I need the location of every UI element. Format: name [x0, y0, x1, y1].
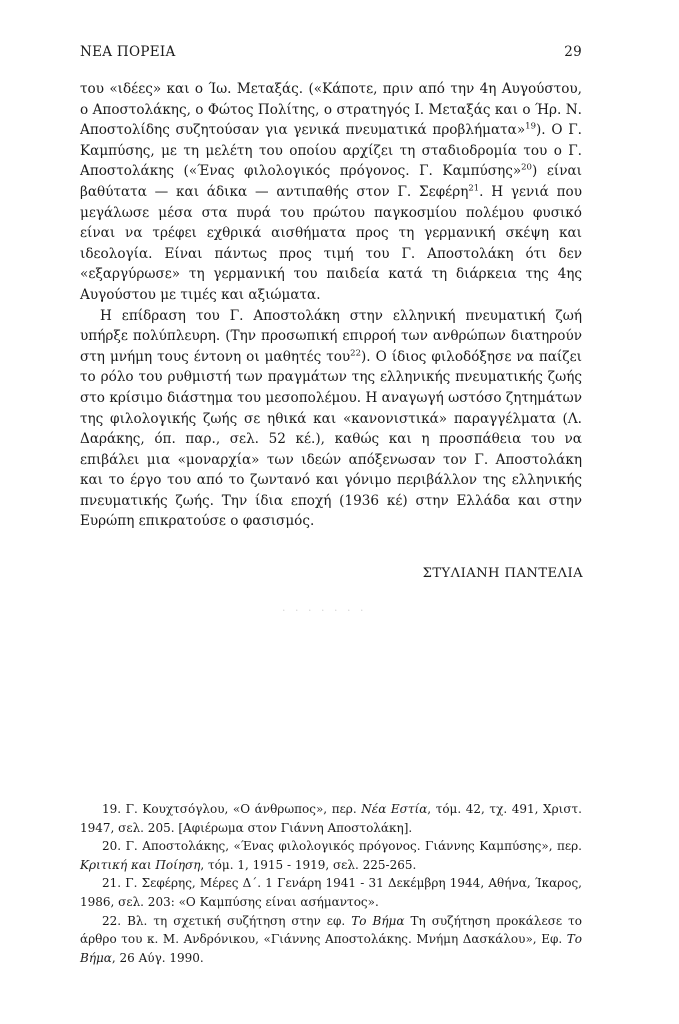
author-signature: ΣΤΥΛΙΑΝΗ ΠΑΝΤΕΛΙΑ [422, 566, 583, 581]
journal-title: ΝΕΑ ΠΟΡΕΙΑ [80, 44, 176, 60]
footnotes [80, 800, 582, 967]
show-through-text: · · · · · · · [282, 604, 367, 617]
article-body [80, 79, 582, 532]
footnote-ref-22[interactable]: 22 [350, 348, 361, 359]
paragraph-2: Η επίδραση του Γ. Αποστολάκη στην ελληνική πνευματική ζωή υπήρξε πολύπλευρη. (Την προσωπική επιρροή των ανθρώπων διατηρούν στη μνήμη τους έντονη οι μαθητές του$^{22}$). Ο ίδιος φιλοδόξησε να παίζει το ρόλο του ρυθμιστή των πραγμάτων της ελληνικής πνευματικής ζωής στο κρίσιμο διάστημα του μεσοπολέμου. Η αναγωγή ωστόσο ζητημάτων της φιλολογικής ζωής σε ηθικά και «κανονιστικά» παραγγέλματα (Λ. Δαράκης, όπ. παρ., σελ. 52 κέ.), καθώς και η προσπάθεια του να επιβάλει μια «μοναρχία» των ιδεών απόξενωσαν τον Γ. Αποστολάκη και το έργο του από το ζωντανό και γόνιμο περιβάλλον της ελληνικής πνευματικής ζωής. Την ίδια εποχή (1936 κέ) στην Ελλάδα και στην Ευρώπη επικρατούσε ο φασισμός. [80, 307, 583, 530]
footnote-22: 22. Βλ. τη σχετική συζήτηση στην εφ. Το Βήμα Τη συζήτηση προκάλεσε το άρθρο του κ. Μ. Ανδρόνικου, «Γιάννης Αποστολάκης. Μνήμη Δασκάλου», Εφ. Το Βήμα, 26 Αύγ. 1990. [80, 913, 583, 965]
footnote-ref-19[interactable]: 19 [525, 121, 536, 132]
footnote-19: 19. Γ. Κουχτσόγλου, «Ο άνθρωπος», περ. Νέα Εστία, τόμ. 42, τχ. 491, Χριστ. 1947, σελ. 205. [Αφιέρωμα στον Γιάννη Αποστολάκη]. [80, 802, 582, 835]
footnote-ref-21[interactable]: 21 [468, 183, 480, 194]
footnote-20: 20. Γ. Αποστολάκης, «Ένας φιλολογικός πρόγονος. Γιάννης Καμπύσης», περ. Κριτική και Ποίηση, τόμ. 1, 1915 - 1919, σελ. 225-265. [80, 839, 582, 872]
paragraph-1: του «ιδέες» και ο Ίω. Μεταξάς. («Κάποτε, πριν από την 4η Αυγούστου, ο Αποστολάκης, ο Φώτος Πολίτης, ο στρατηγός Ι. Μεταξάς και ο Ήρ. Ν. Αποστολίδης συζητούσαν για γενικά πνευματικά προβλήματα»$^{19}$). Ο Γ. Καμπύσης, με τη μελέτη του οποίου αρχίζει τη σταδιοδρομία του ο Γ. Αποστολάκης («Ένας φιλολογικός πρόγονος. Γ. Καμπύσης»$^{20}$) είναι βαθύτατα — και άδικα — αντιπαθής στον Γ. Σεφέρη$^{21}$. Η γενιά που μεγάλωσε μέσα στα πυρά του πρώτου παγκοσμίου πολέμου φυσικό είναι να τρέφει εχθρικά αισθήματα προς τη γερμανική σκέψη και ιδεολογία. Είναι πάντως προς τιμή του Γ. Αποστολάκη ότι δεν «εξαργύρωσε» τη γερμανική του παιδεία κατά τη διάρκεια της 4ης Αυγούστου με τιμές και αξιώματα. [80, 81, 582, 303]
footnote-21: 21. Γ. Σεφέρης, Μέρες Δ΄. 1 Γενάρη 1941 - 31 Δεκέμβρη 1944, Αθήνα, Ίκαρος, 1986, σελ. 203: «Ο Καμπύσης είναι ασήμαντος». [80, 876, 582, 909]
running-header [80, 44, 582, 60]
page-number: 29 [564, 44, 582, 60]
footnote-ref-20[interactable]: 20 [521, 162, 532, 173]
